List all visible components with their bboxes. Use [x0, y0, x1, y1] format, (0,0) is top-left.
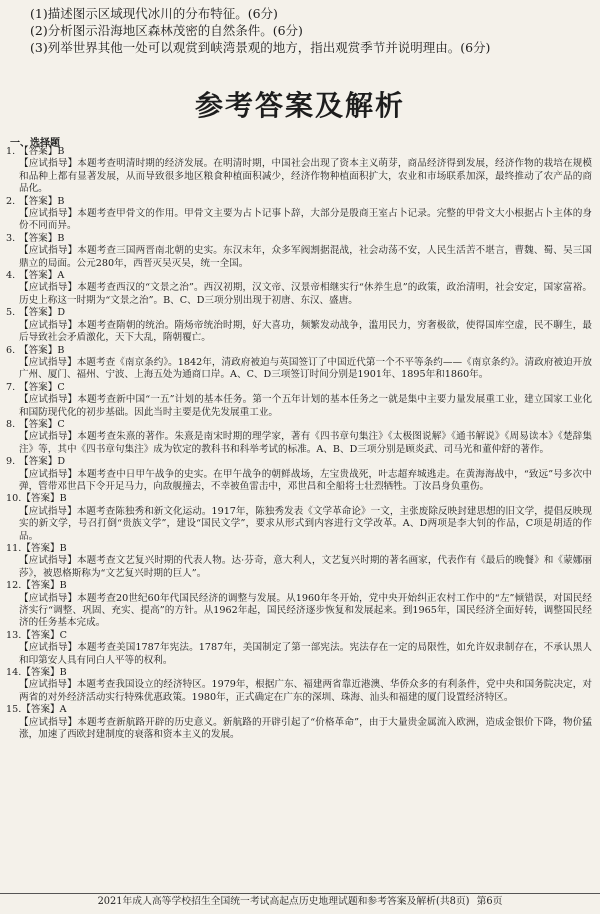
- answer-label: 【答案】B: [19, 146, 65, 157]
- answer-line: [6, 704, 592, 716]
- page-footer: [0, 893, 600, 912]
- item-number: 5.: [6, 307, 16, 319]
- answer-label: 【答案】B: [21, 580, 67, 592]
- answer-list: [6, 146, 592, 742]
- answer-label: 【答案】A: [19, 270, 65, 282]
- footer-text: 2021年成人高等学校招生全国统一考试高起点历史地理试题和参考答案及解析(共8页): [97, 896, 470, 907]
- answer-line: [6, 419, 592, 431]
- answer-line: [6, 580, 592, 592]
- answer-item: [6, 667, 592, 704]
- answer-line: [6, 543, 592, 555]
- answer-item: [6, 146, 592, 196]
- answer-guide: 【应试指导】本题考查美国1787年宪法。1787年，美国制定了第一部宪法。宪法存在一定的局限性，如允许奴隶制存在，不承认黑人和印第安人具有同白人平等的权利。: [19, 642, 592, 666]
- item-number: 10.: [6, 493, 22, 505]
- answer-label: 【答案】D: [19, 456, 66, 468]
- answer-label: 【答案】B: [21, 667, 67, 679]
- answer-line: [6, 667, 592, 679]
- item-number: 14.: [6, 667, 22, 679]
- answer-line: [6, 493, 592, 505]
- item-number: 4.: [6, 270, 16, 282]
- answer-item: [6, 196, 592, 233]
- answer-guide: 【应试指导】本题考查《南京条约》。1842年，清政府被迫与英国签订了中国近代第一个不平等条约——《南京条约》。清政府被迫开放广州、厦门、福州、宁波、上海五处为通商口岸。A、C、D三项签订时间分别是1901年、1895年和1860年。: [19, 356, 592, 381]
- answer-line: [6, 307, 592, 319]
- answer-guide: 【应试指导】本题考查陈独秀和新文化运动。1917年，陈独秀发表《文学革命论》一文，主张废除反映封建思想的旧文学，提倡反映现实的新文学，号召打倒“贵族文学”，建设“国民文学”，要求从形式到内容进行文学改革。A、D两项是李大钊的作品，C项是胡适的作品。: [19, 505, 592, 542]
- answer-guide: 【应试指导】本题考查新中国“一五”计划的基本任务。第一个五年计划的基本任务之一就是集中主要力量发展重工业，建立国家工业化和国防现代化的初步基础。因此当时主要是优先发展重工业。: [19, 394, 592, 418]
- answer-line: [6, 270, 592, 282]
- answer-label: 【答案】B: [19, 232, 65, 244]
- answer-guide: 【应试指导】本题考查新航路开辟的历史意义。新航路的开辟引起了“价格革命”，由于大量贵金属流入欧洲，造成金银价下降，物价猛涨，加速了西欧封建制度的衰落和资本主义的发展。: [19, 716, 592, 741]
- answer-label: 【答案】B: [21, 493, 67, 505]
- item-number: 15.: [6, 704, 22, 716]
- answer-item: [6, 630, 592, 667]
- answer-line: [6, 382, 592, 394]
- answer-item: [6, 419, 592, 456]
- item-number: 7.: [6, 381, 16, 393]
- item-number: 6.: [6, 344, 16, 356]
- answer-label: 【答案】C: [21, 629, 67, 641]
- answer-line: [6, 345, 592, 357]
- answer-guide: 【应试指导】本题考查甲骨文的作用。甲骨文主要为占卜记事卜辞，大部分是殷商王室占卜记录。完整的甲骨文大小根据占卜主体的身份不同而异。: [19, 208, 592, 232]
- item-number: 13.: [6, 629, 22, 641]
- answer-label: 【答案】B: [19, 195, 65, 207]
- item-number: 3.: [6, 232, 16, 244]
- item-number: 8.: [6, 418, 16, 430]
- answer-line: [6, 630, 592, 642]
- answer-label: 【答案】C: [19, 381, 65, 393]
- item-number: 11.: [6, 543, 22, 554]
- answer-line: [6, 196, 592, 208]
- answer-guide: 【应试指导】本题考查明清时期的经济发展。在明清时期，中国社会出现了资本主义萌芽，商品经济得到发展，经济作物的栽培在规模和品种上都有显著发展，从而导致很多地区粮食种植面积减少，经济作物种植面积扩大，农业和市场联系加深，最终推动了农产品的商品化。: [19, 158, 592, 195]
- answer-item: [6, 233, 592, 270]
- answer-line: [6, 146, 592, 158]
- answer-item: [6, 704, 592, 741]
- answer-guide: 【应试指导】本题考查文艺复兴时期的代表人物。达·芬奇，意大利人，文艺复兴时期的著名画家，代表作有《最后的晚餐》和《蒙娜丽莎》，被恩格斯称为“文艺复兴时期的巨人”。: [19, 555, 592, 579]
- item-number: 2.: [6, 195, 16, 207]
- answer-guide: 【应试指导】本题考查西汉的“文景之治”。西汉初期，汉文帝、汉景帝相继实行“休养生息”的政策，政治清明，社会安定，国家富裕。历史上称这一时期为“文景之治”。B、C、D三项分别出现于初唐、东汉、盛唐。: [19, 282, 592, 306]
- answer-item: [6, 270, 592, 307]
- answer-item: [6, 493, 592, 543]
- answer-label: 【答案】A: [21, 704, 67, 716]
- question-1: (1)描述图示区域现代冰川的分布特征。(6分): [30, 6, 278, 21]
- answer-guide: 【应试指导】本题考查朱熹的著作。朱熹是南宋时期的理学家，著有《四书章句集注》《太极图说解》《通书解说》《周易读本》《楚辞集注》等，其中《四书章句集注》成为钦定的教科书和科举考试的标准。A、B、D三项分别是顾炎武、司马光和董仲舒的著作。: [19, 431, 592, 455]
- answer-label: 【答案】D: [19, 307, 66, 319]
- question-2: (2)分析图示沿海地区森林茂密的自然条件。(6分): [30, 23, 303, 38]
- answer-item: [6, 345, 592, 382]
- answer-item: [6, 580, 592, 630]
- answer-item: [6, 382, 592, 419]
- answer-guide: 【应试指导】本题考查中日甲午战争的史实。在甲午战争的朝鲜战场，左宝贵战死，叶志超弃城逃走。在黄海海战中，“致远”号多次中弹，管带邓世昌下令开足马力，向敌舰撞去，不幸被鱼雷击中，邓世昌和全船将士壮烈牺牲。丁汝昌身负重伤。: [19, 468, 592, 492]
- answer-item: [6, 543, 592, 580]
- section-heading: 一、选择题: [10, 138, 60, 149]
- answer-line: [6, 233, 592, 245]
- item-number: 9.: [6, 456, 16, 468]
- answer-guide: 【应试指导】本题考查20世纪60年代国民经济的调整与发展。从1960年冬开始，党中央开始纠正农村工作中的“左”倾错误，对国民经济实行“调整、巩固、充实、提高”的方针。从1962年起，国民经济逐步恢复和发展起来。到1965年，国民经济全面好转，调整国民经济的任务基本完成。: [19, 592, 592, 629]
- question-3: (3)列举世界其他一处可以观赏到峡湾景观的地方，指出观赏季节并说明理由。(6分): [30, 40, 491, 55]
- answer-guide: 【应试指导】本题考查隋朝的统治。隋炀帝统治时期，好大喜功，频繁发动战争，滥用民力，穷奢极欲，使得国库空虚，民不聊生，最后导致社会矛盾激化，天下大乱，隋朝覆亡。: [19, 319, 592, 344]
- item-number: 12.: [6, 580, 22, 592]
- answer-line: [6, 456, 592, 468]
- page-number: 第6页: [476, 896, 503, 907]
- answer-label: 【答案】C: [19, 418, 65, 430]
- answer-guide: 【应试指导】本题考查三国两晋南北朝的史实。东汉末年，众多军阀割据混战，社会动荡不安，人民生活苦不堪言，曹魏、蜀、吴三国鼎立的局面。公元280年，西晋灭吴灭吴，统一全国。: [19, 245, 592, 269]
- answer-guide: 【应试指导】本题考查我国设立的经济特区。1979年，根据广东、福建两省靠近港澳、华侨众多的有利条件，党中央和国务院决定，对两省的对外经济活动实行特殊优惠政策。1980年，正式确定在广东的深圳、珠海、汕头和福建的厦门设置经济特区。: [19, 679, 592, 703]
- answer-item: [6, 307, 592, 344]
- item-number: 1.: [6, 146, 16, 157]
- answer-label: 【答案】B: [19, 344, 65, 356]
- answer-label: 【答案】B: [21, 543, 67, 554]
- page-title: 参考答案及解析: [194, 89, 405, 122]
- answer-item: [6, 456, 592, 493]
